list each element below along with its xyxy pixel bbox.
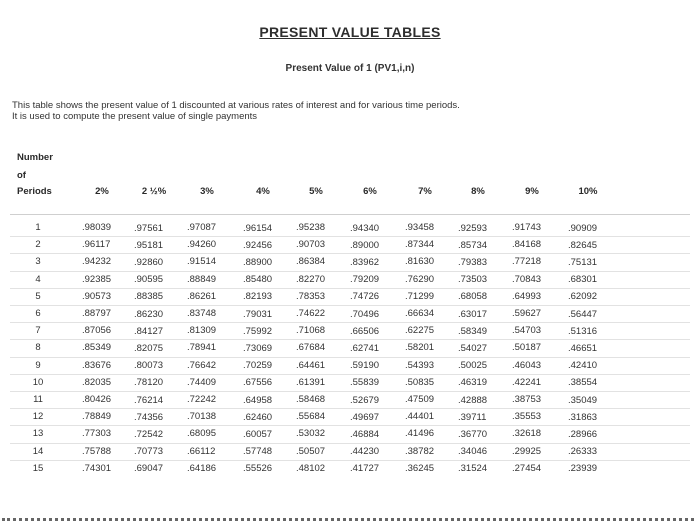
pv-value-cell: .32618 <box>512 428 542 440</box>
pv-value-cell: .74409 <box>187 376 217 388</box>
pv-value-cell: .76642 <box>187 359 217 371</box>
header-periods-label: Periods <box>17 186 52 197</box>
pv-value-cell: .74726 <box>350 291 380 303</box>
pv-value-cell: .48102 <box>296 462 326 474</box>
period-number: 10 <box>32 376 44 388</box>
pv-value-cell: .71068 <box>296 325 326 337</box>
pv-value-cell: .70773 <box>134 446 164 458</box>
row-divider-line <box>10 357 690 358</box>
pv-value-cell: .82193 <box>243 291 273 303</box>
pv-value-cell: .82035 <box>82 376 112 388</box>
pv-value-cell: .84168 <box>512 239 542 251</box>
pv-value-cell: .57748 <box>243 446 273 458</box>
pv-value-cell: .23939 <box>568 463 598 475</box>
pv-value-cell: .44401 <box>405 411 435 423</box>
rate-header: 5% <box>309 186 323 197</box>
pv-value-cell: .62275 <box>405 325 435 337</box>
rate-header: 2 ½% <box>141 186 167 197</box>
pv-value-cell: .54027 <box>458 342 488 354</box>
header-divider-line <box>10 214 690 215</box>
pv-value-cell: .71299 <box>405 290 435 302</box>
pv-value-cell: .58468 <box>296 394 326 405</box>
pv-value-cell: .28966 <box>568 428 598 440</box>
pv-value-cell: .98039 <box>82 222 112 233</box>
period-number: 9 <box>35 359 41 371</box>
pv-value-cell: .78849 <box>82 411 112 423</box>
pv-value-cell: .68301 <box>568 274 598 286</box>
pv-value-cell: .55684 <box>296 411 326 423</box>
pv-value-cell: .78353 <box>296 290 326 302</box>
pv-value-cell: .76290 <box>405 273 435 285</box>
pv-value-cell: .64993 <box>512 290 542 302</box>
rate-header: 6% <box>363 186 377 197</box>
pv-value-cell: .88900 <box>243 256 273 268</box>
pv-value-cell: .55526 <box>243 463 273 475</box>
intro-text <box>12 100 682 122</box>
pv-value-cell: .76214 <box>134 394 164 406</box>
pv-value-cell: .55839 <box>350 377 380 389</box>
pv-value-cell: .50507 <box>296 445 326 457</box>
period-number: 14 <box>32 445 44 457</box>
pv-value-cell: .90703 <box>296 239 326 251</box>
pv-value-cell: .41727 <box>350 463 380 475</box>
pv-value-cell: .54393 <box>405 359 435 371</box>
row-divider-line <box>10 443 690 444</box>
pv-value-cell: .80426 <box>82 394 112 405</box>
pv-value-cell: .64186 <box>187 462 217 474</box>
pv-value-cell: .58349 <box>458 325 488 337</box>
pv-value-cell: .88385 <box>134 291 164 303</box>
intro-line-1: This table shows the present value of 1 discounted at various rates of interest and for various time periods. <box>12 100 460 111</box>
period-number: 12 <box>32 411 44 423</box>
pv-value-cell: .38753 <box>512 394 542 405</box>
period-number: 4 <box>35 273 41 285</box>
pv-value-cell: .59190 <box>350 360 380 372</box>
row-divider-line <box>10 408 690 409</box>
period-number: 11 <box>33 394 43 405</box>
pv-value-cell: .42241 <box>512 376 542 388</box>
pv-value-cell: .79383 <box>458 256 488 268</box>
pv-value-cell: .66506 <box>350 325 380 337</box>
pv-value-cell: .97561 <box>134 222 164 234</box>
pv-value-cell: .86230 <box>134 308 164 320</box>
row-divider-line <box>10 236 690 237</box>
pv-value-cell: .68095 <box>187 428 217 440</box>
rate-header: 8% <box>471 186 485 197</box>
pv-value-cell: .94232 <box>82 256 112 268</box>
row-divider-line <box>10 271 690 272</box>
pv-value-cell: .95238 <box>296 222 326 233</box>
pv-value-cell: .82270 <box>296 273 326 285</box>
pv-value-cell: .44230 <box>350 446 380 458</box>
dotted-footer-line <box>2 518 694 521</box>
pv-value-cell: .62460 <box>243 411 273 423</box>
pv-value-cell: .83676 <box>82 359 112 371</box>
pv-value-cell: .91514 <box>187 256 217 268</box>
pv-value-cell: .67684 <box>296 342 326 354</box>
pv-value-cell: .46651 <box>568 342 598 354</box>
pv-value-cell: .81309 <box>187 325 217 337</box>
pv-value-cell: .47509 <box>405 394 435 405</box>
row-divider-line <box>10 339 690 340</box>
pv-value-cell: .39711 <box>458 411 487 423</box>
pv-value-cell: .90909 <box>568 222 598 234</box>
pv-value-cell: .94340 <box>350 222 380 234</box>
period-number: 8 <box>35 342 41 354</box>
pv-value-cell: .75788 <box>82 445 112 457</box>
pv-value-cell: .66112 <box>187 445 216 457</box>
pv-value-cell: .50187 <box>512 342 542 354</box>
period-number: 15 <box>32 462 44 474</box>
pv-value-cell: .87056 <box>82 325 112 337</box>
pv-value-cell: .85734 <box>458 239 488 251</box>
row-divider-line <box>10 305 690 306</box>
pv-value-cell: .61391 <box>296 376 326 388</box>
pv-value-cell: .26333 <box>568 446 598 458</box>
pv-value-cell: .80073 <box>134 360 164 372</box>
header-of-label: of <box>17 170 26 181</box>
row-divider-line <box>10 374 690 375</box>
pv-value-cell: .63017 <box>458 308 488 320</box>
pv-value-cell: .50835 <box>405 376 435 388</box>
pv-value-cell: .73069 <box>243 342 273 354</box>
period-number: 3 <box>35 256 41 268</box>
pv-value-cell: .90573 <box>82 290 112 302</box>
row-divider-line <box>10 322 690 323</box>
period-number: 6 <box>35 308 41 319</box>
pv-value-cell: .78941 <box>187 342 217 354</box>
row-divider-line <box>10 425 690 426</box>
pv-value-cell: .67556 <box>243 377 273 389</box>
pv-value-cell: .49697 <box>350 411 380 423</box>
pv-value-cell: .74356 <box>134 411 164 423</box>
pv-value-cell: .92385 <box>82 273 112 285</box>
pv-value-cell: .56447 <box>568 308 598 320</box>
rate-header: 7% <box>418 186 432 197</box>
rate-header: 10% <box>578 186 598 197</box>
rate-header: 4% <box>256 186 270 197</box>
row-divider-line <box>10 253 690 254</box>
pv-value-cell: .82645 <box>568 239 598 251</box>
pv-value-cell: .83962 <box>350 256 380 268</box>
period-number: 1 <box>35 222 41 233</box>
pv-value-cell: .92593 <box>458 222 488 234</box>
pv-value-cell: .46884 <box>350 428 380 440</box>
pv-value-cell: .27454 <box>512 462 542 474</box>
period-number: 2 <box>35 239 41 251</box>
pv-value-cell: .50025 <box>458 360 488 372</box>
pv-value-cell: .41496 <box>405 428 435 440</box>
pv-value-cell: .52679 <box>350 394 380 406</box>
pv-value-cell: .74622 <box>296 308 326 319</box>
pv-value-cell: .64461 <box>296 359 326 371</box>
pv-value-cell: .70843 <box>512 273 542 285</box>
pv-value-cell: .75992 <box>243 325 273 337</box>
pv-value-cell: .51316 <box>568 325 598 337</box>
pv-value-cell: .86384 <box>296 256 326 268</box>
pv-value-cell: .34046 <box>458 446 488 458</box>
pv-value-cell: .91743 <box>512 222 542 233</box>
pv-value-cell: .85349 <box>82 342 112 354</box>
row-divider-line <box>10 460 690 461</box>
pv-value-cell: .89000 <box>350 239 380 251</box>
pv-value-cell: .85480 <box>243 274 273 286</box>
pv-value-cell: .35553 <box>512 411 542 423</box>
pv-value-cell: .31524 <box>458 463 488 475</box>
pv-value-cell: .83748 <box>187 308 217 319</box>
pv-value-cell: .75131 <box>568 256 598 268</box>
page-title: PRESENT VALUE TABLES <box>259 24 441 40</box>
pv-value-cell: .92456 <box>243 239 273 251</box>
pv-value-cell: .53032 <box>296 428 326 440</box>
pv-value-cell: .54703 <box>512 325 542 337</box>
pv-value-cell: .70496 <box>350 308 380 320</box>
pv-value-cell: .82075 <box>134 342 164 354</box>
pv-value-cell: .86261 <box>187 290 217 302</box>
pv-value-cell: .95181 <box>134 239 164 251</box>
pv-value-cell: .72242 <box>187 394 217 405</box>
pv-value-cell: .94260 <box>187 239 217 251</box>
pv-value-cell: .38554 <box>568 377 598 389</box>
pv-value-cell: .90595 <box>134 274 164 286</box>
pv-value-cell: .38782 <box>405 445 435 457</box>
rate-header: 9% <box>525 186 539 197</box>
pv-value-cell: .70259 <box>243 360 273 372</box>
rate-header: 3% <box>200 186 214 197</box>
pv-value-cell: .64958 <box>243 394 273 406</box>
page-subtitle: Present Value of 1 (PV1,i,n) <box>285 63 415 74</box>
pv-value-cell: .79209 <box>350 274 380 286</box>
pv-value-cell: .42410 <box>568 360 598 372</box>
pv-value-cell: .62741 <box>350 342 380 354</box>
pv-value-cell: .35049 <box>568 394 598 406</box>
pv-value-cell: .60057 <box>243 428 273 440</box>
pv-value-cell: .70138 <box>187 411 217 423</box>
pv-value-cell: .42888 <box>458 394 488 406</box>
pv-value-cell: .69047 <box>134 463 164 475</box>
pv-value-cell: .81630 <box>405 256 435 268</box>
rate-header: 2% <box>95 186 109 197</box>
period-number: 5 <box>35 290 41 302</box>
pv-value-cell: .58201 <box>405 342 435 354</box>
pv-value-cell: .66634 <box>405 308 435 319</box>
pv-value-cell: .78120 <box>134 377 164 389</box>
pv-value-cell: .73503 <box>458 274 488 286</box>
header-number-label: Number <box>17 152 53 163</box>
pv-value-cell: .77303 <box>82 428 112 440</box>
pv-value-cell: .87344 <box>405 239 435 251</box>
pv-value-cell: .59627 <box>512 308 542 319</box>
period-number: 13 <box>32 428 44 440</box>
pv-value-cell: .29925 <box>512 445 542 457</box>
pv-value-cell: .74301 <box>82 462 112 474</box>
pv-value-cell: .31863 <box>568 411 598 423</box>
pv-value-cell: .77218 <box>512 256 542 268</box>
pv-value-cell: .36245 <box>405 462 435 474</box>
pv-value-cell: .96117 <box>82 239 111 251</box>
row-divider-line <box>10 288 690 289</box>
pv-value-cell: .92860 <box>134 256 164 268</box>
pv-value-cell: .62092 <box>568 291 598 303</box>
pv-value-cell: .79031 <box>243 308 273 320</box>
pv-value-cell: .46319 <box>458 377 488 389</box>
pv-value-cell: .88797 <box>82 308 112 319</box>
pv-value-cell: .88849 <box>187 273 217 285</box>
pv-value-cell: .46043 <box>512 359 542 371</box>
pv-value-cell: .84127 <box>134 325 164 337</box>
intro-line-2: It is used to compute the present value of single payments <box>12 111 258 122</box>
pv-value-cell: .93458 <box>405 222 435 233</box>
row-divider-line <box>10 391 690 392</box>
pv-value-cell: .96154 <box>243 222 273 234</box>
period-number: 7 <box>35 325 41 337</box>
pv-value-cell: .97087 <box>187 222 217 233</box>
pv-value-cell: .36770 <box>458 428 488 440</box>
pv-value-cell: .68058 <box>458 291 488 303</box>
pv-value-cell: .72542 <box>134 428 164 440</box>
